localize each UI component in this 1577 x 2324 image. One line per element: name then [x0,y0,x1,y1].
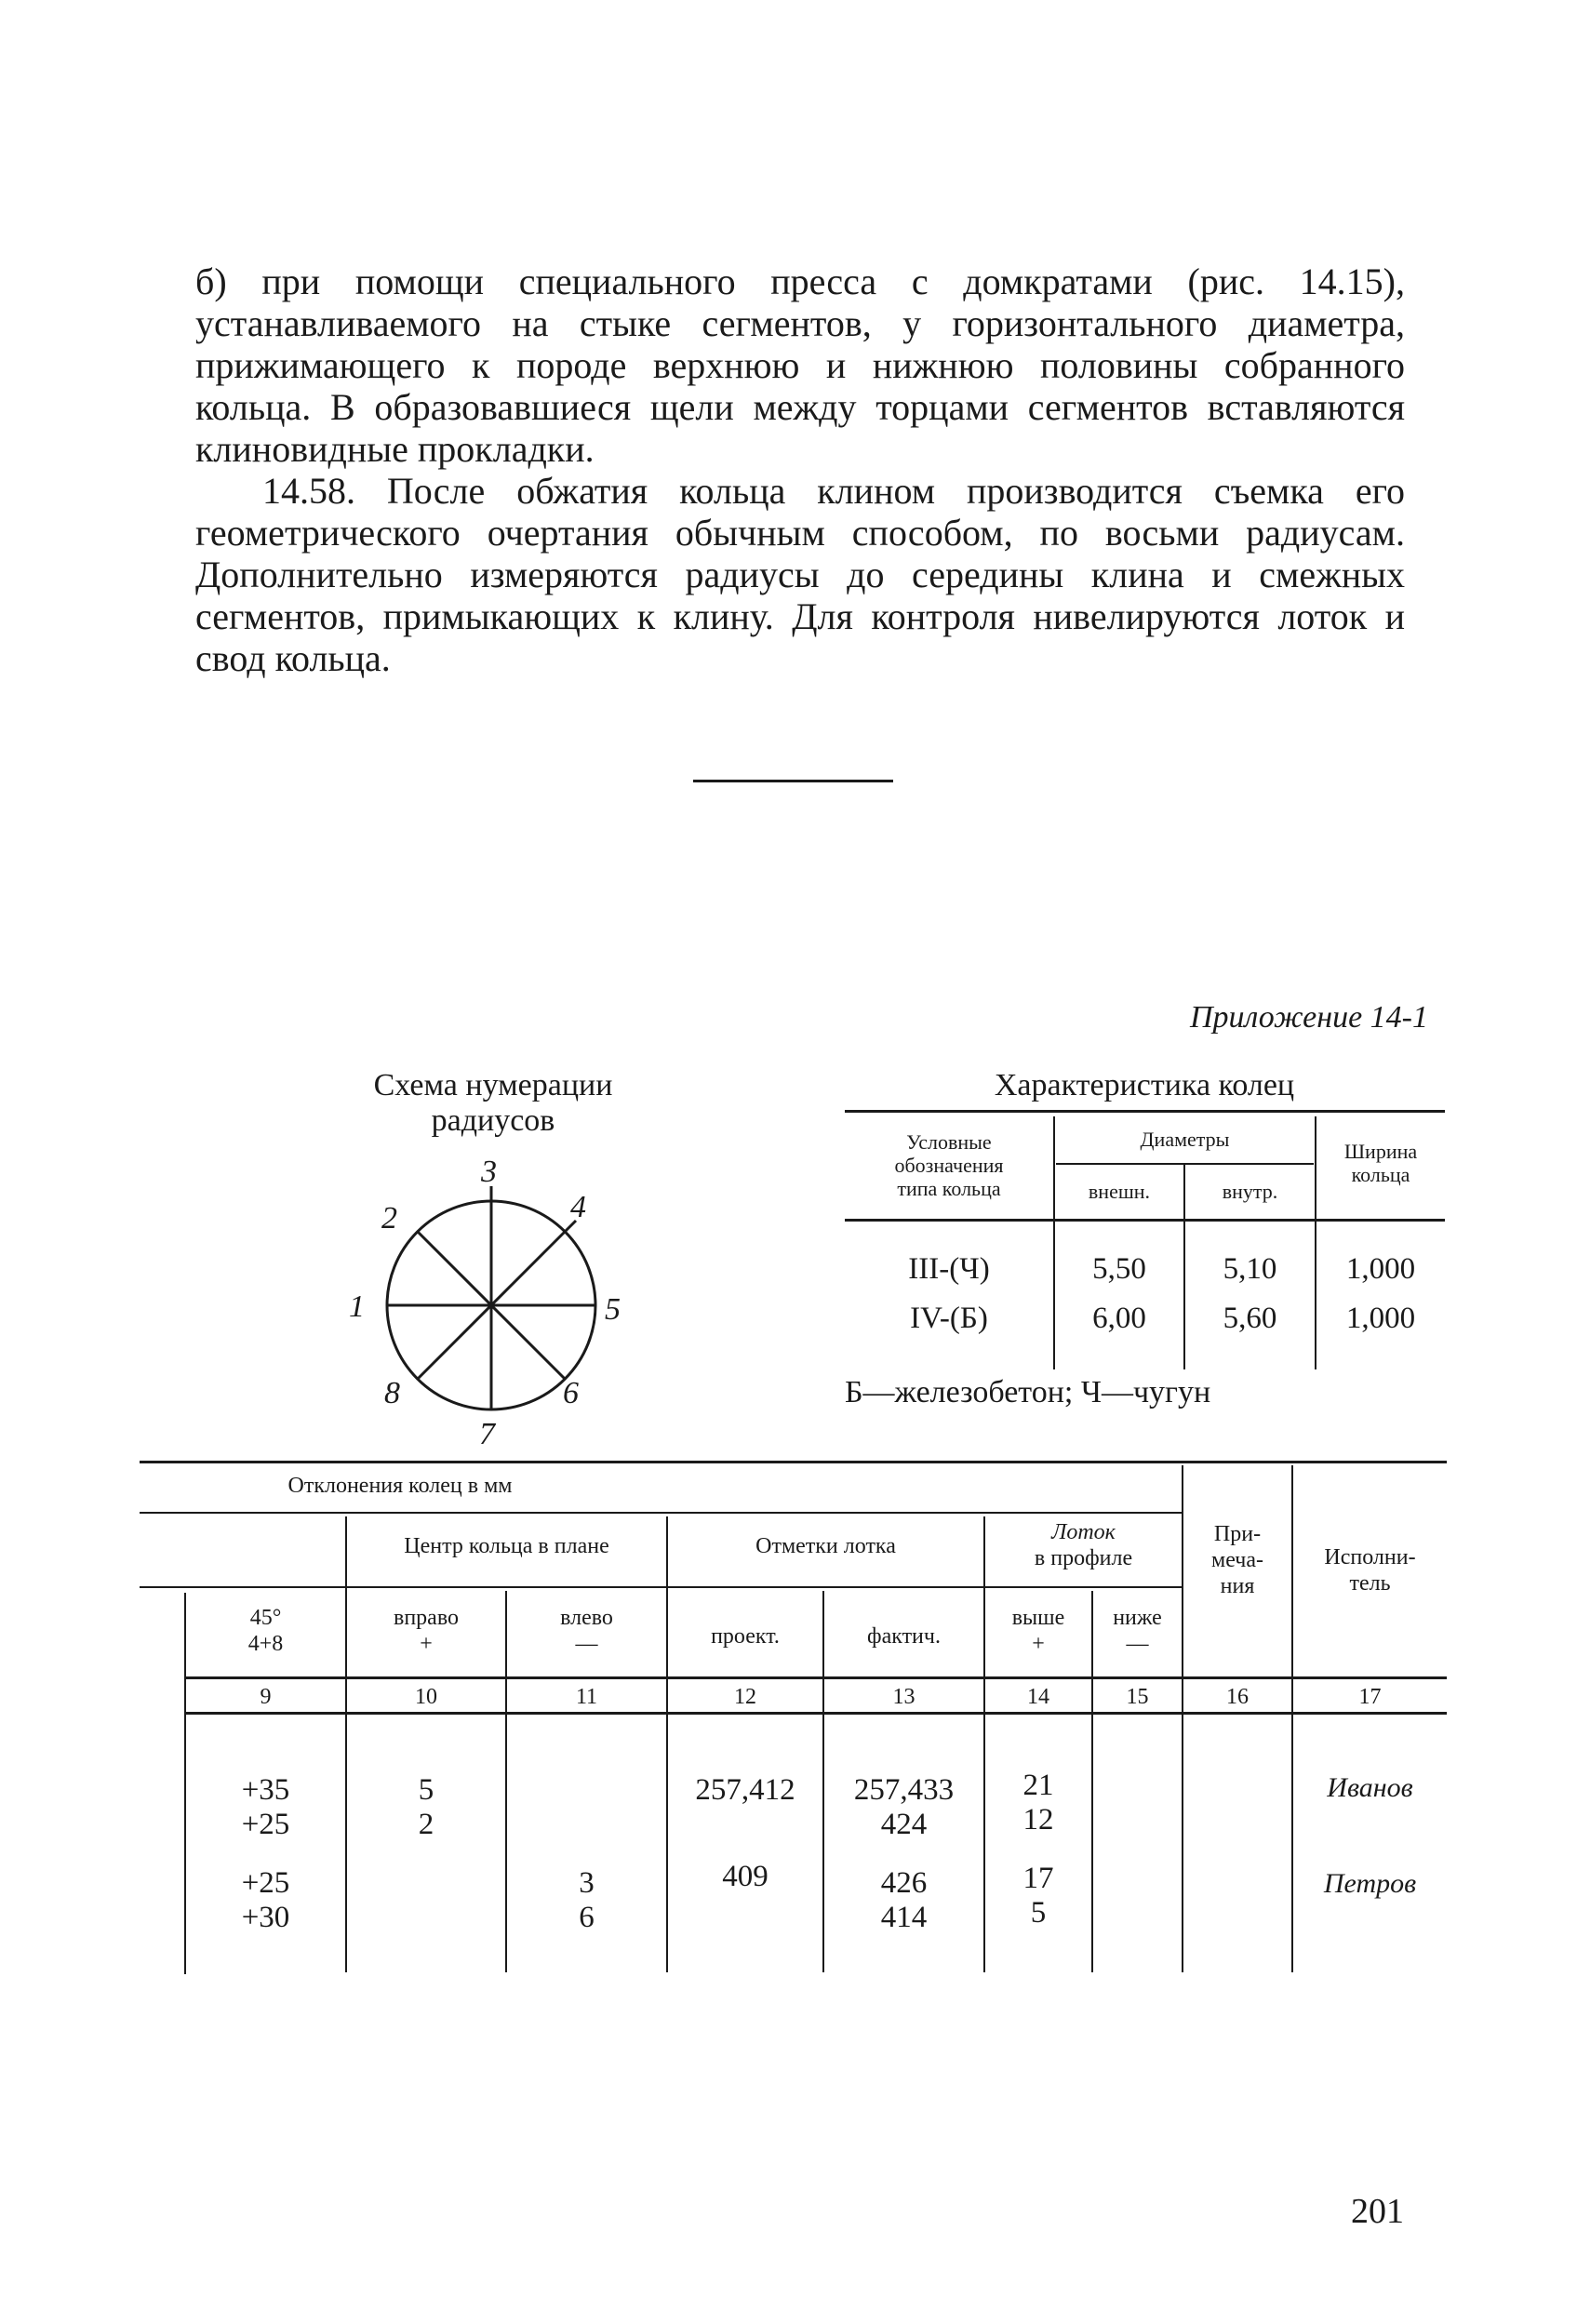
g1-r1-c13: 257,433 [853,1773,955,1807]
right-header-l2: + [420,1632,433,1656]
material-legend: Б—железобетон; Ч—чугун [845,1375,1211,1409]
ring-row-1-type: III-(Ч) [908,1252,990,1286]
appendix-label: Приложение 14-1 [1190,1000,1428,1035]
dev-vline-12 [666,1516,668,1972]
col9-header [186,1605,345,1657]
scheme-caption-line2: радиусов [431,1103,555,1138]
left-header [507,1605,666,1657]
dev-table-top-rule [140,1461,1447,1463]
scheme-caption-line1: Схема нумерации [373,1068,613,1102]
col9-header-l2: 4+8 [247,1632,284,1656]
g1-r2-c14: 12 [1022,1803,1054,1836]
ring-width-header [1316,1140,1445,1186]
above-header-l2: + [1032,1632,1045,1656]
radius-label-7: 7 [479,1417,495,1451]
dev-table-header-bottom-rule [184,1676,1447,1679]
outer-diameter-header: внешн. [1088,1180,1151,1203]
below-header-l1: ниже [1113,1606,1162,1630]
g2-r2-c14: 5 [1030,1896,1047,1930]
tray-profile-header-l2: в профиле [1034,1546,1133,1570]
g2-r1-c14: 17 [1022,1862,1054,1895]
actual-mark-header: фактич. [867,1624,941,1649]
ring-row-1-width: 1,000 [1345,1252,1416,1286]
radius-label-3: 3 [481,1155,497,1189]
ring-type-header [845,1130,1053,1200]
dev-vline-10 [345,1516,347,1972]
radius-label-8: 8 [384,1376,400,1410]
col-number-15: 15 [1126,1685,1149,1709]
ring-width-header-l1: Ширина [1343,1140,1418,1163]
ring-row-2-width: 1,000 [1345,1302,1416,1335]
tray-marks-header: Отметки лотка [755,1534,896,1558]
ring-row-1-outer: 5,50 [1092,1252,1146,1286]
g2-r2-c11: 6 [579,1901,595,1934]
left-header-l2: — [575,1632,598,1656]
below-header [1093,1605,1182,1657]
left-header-l1: влево [560,1606,613,1630]
above-header [985,1605,1091,1657]
g2-c12: 409 [722,1860,768,1893]
g1-r1-c14: 21 [1022,1769,1054,1802]
dev-table-subheader-rule [140,1586,1182,1588]
radius-label-6: 6 [563,1376,579,1410]
ring-table-header-rule [845,1219,1445,1222]
col-number-11: 11 [575,1685,598,1709]
g1-r1-c10: 5 [418,1773,434,1807]
executor-header-l2: тель [1349,1571,1391,1596]
ring-type-header-l2: обозначения [894,1154,1004,1177]
col-number-13: 13 [892,1685,915,1709]
g2-r2-c9: +30 [241,1901,290,1934]
page-number: 201 [1351,2192,1404,2231]
notes-header-l2: меча- [1211,1548,1263,1572]
col-number-14: 14 [1027,1685,1049,1709]
diameters-header: Диаметры [1140,1128,1230,1151]
g1-r2-c10: 2 [418,1808,434,1841]
tray-profile-header-l1: Лоток [1051,1520,1116,1544]
notes-header [1183,1521,1291,1599]
ring-width-header-l2: кольца [1351,1163,1410,1186]
dev-table-number-rule [184,1712,1447,1715]
right-header [347,1605,505,1657]
col-number-10: 10 [415,1685,437,1709]
radius-label-1: 1 [349,1289,365,1324]
g2-r2-c13: 414 [880,1901,928,1934]
ring-table-caption: Характеристика колец [994,1068,1295,1102]
ring-row-2-inner: 5,60 [1223,1302,1277,1335]
radius-label-5: 5 [605,1292,621,1327]
g1-r2-c13: 424 [880,1808,928,1841]
ring-row-2-type: IV-(Б) [910,1302,988,1335]
g2-r1-c13: 426 [880,1866,928,1900]
right-header-l1: вправо [394,1606,459,1630]
col9-header-l1: 45° [249,1606,282,1630]
g1-c12: 257,412 [695,1773,795,1807]
executor-header-l1: Исполни- [1324,1545,1416,1569]
ring-row-1-inner: 5,10 [1223,1252,1277,1286]
col-number-17: 17 [1358,1685,1382,1709]
notes-header-l1: При- [1213,1522,1262,1546]
g2-r1-c9: +25 [241,1866,290,1900]
ring-type-header-l3: типа кольца [897,1177,1001,1200]
design-mark-header: проект. [711,1624,780,1649]
paragraph-pressing-method: б) при помощи специального пресса с домкратами (рис. 14.15), устанавливаемого на стыке сегментов, у горизонтального диаметра, прижимающего к породе верхнюю и нижнюю половины собранного кольца. В образовавшиеся щели между торцами сегментов вставляются клиновидные прокладки. [195,260,1405,470]
paragraph-14-58: 14.58. После обжатия кольца клином производится съемка его геометрического очертания обычным способом, по восьми радиусам. Дополнительно измеряются радиусы до середины клина и смежных сегментов, примыкающих к клину. Для контроля нивелируются лоток и свод кольца. [195,470,1405,679]
radius-label-2: 2 [381,1201,397,1235]
g1-r2-c9: +25 [241,1808,290,1841]
ring-type-header-l1: Условные [906,1130,992,1154]
section-divider [693,780,893,782]
ring-center-header: Центр кольца в плане [404,1534,609,1558]
g2-r1-c11: 3 [579,1866,595,1900]
deviation-table-title: Отклонения колец в мм [287,1474,513,1498]
col-number-9: 9 [260,1685,272,1709]
executor-header [1293,1544,1447,1596]
scheme-caption [307,1068,679,1139]
ring-row-2-outer: 6,00 [1092,1302,1146,1335]
dev-table-title-rule [140,1512,1182,1514]
col-number-16: 16 [1226,1685,1249,1709]
g1-r1-c9: +35 [241,1773,290,1807]
col-number-12: 12 [734,1685,756,1709]
radius-label-4: 4 [570,1190,586,1224]
g2-executor: Петров [1323,1868,1417,1899]
radius-numbering-diagram [349,1154,628,1451]
tray-profile-header [985,1519,1182,1571]
notes-header-l3: ния [1220,1574,1255,1598]
ring-table-top-rule [845,1110,1445,1113]
inner-diameter-header: внутр. [1222,1180,1278,1203]
below-header-l2: — [1126,1632,1149,1656]
g1-executor: Иванов [1327,1772,1413,1803]
above-header-l1: выше [1011,1606,1065,1630]
